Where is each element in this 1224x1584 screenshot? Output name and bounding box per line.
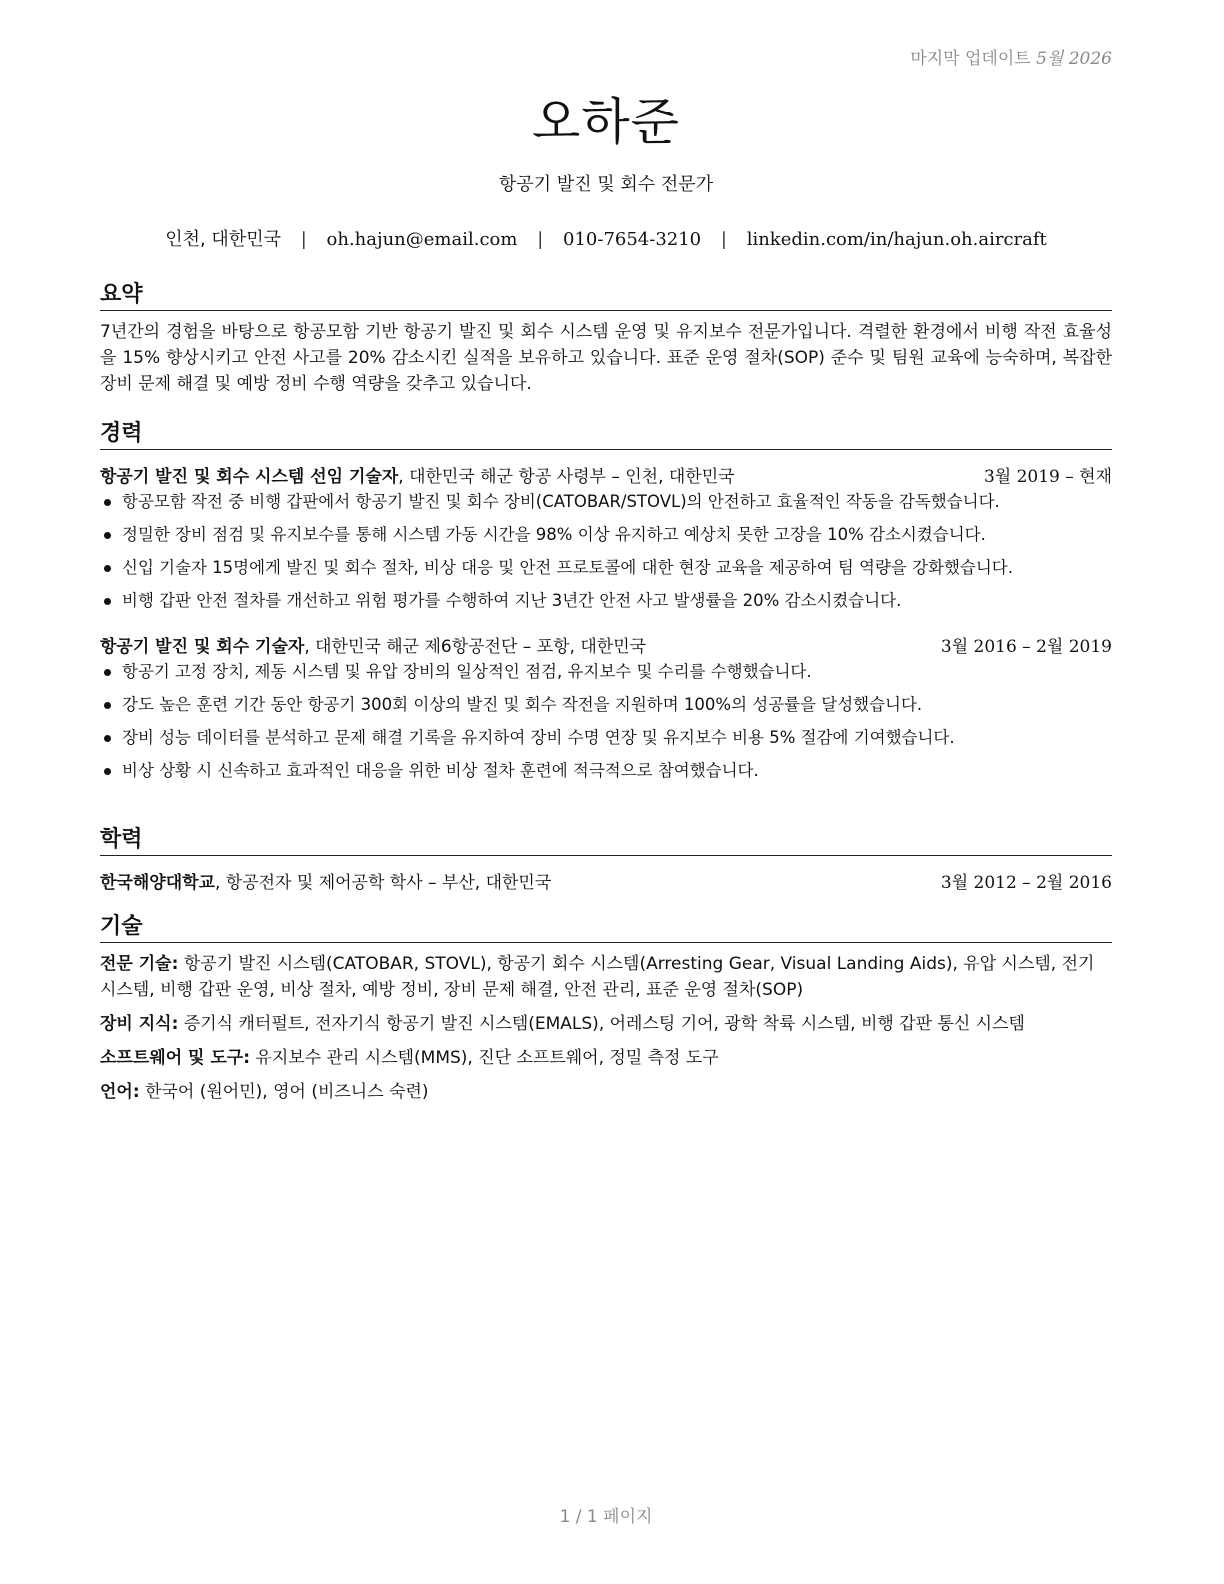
contact-separator: |	[300, 229, 307, 250]
skill-item	[100, 1045, 1112, 1071]
job-bullet: 정밀한 장비 점검 및 유지보수를 통해 시스템 가동 시간을 98% 이상 유지하고 예상치 못한 고장을 10% 감소시켰습니다.	[100, 524, 1112, 546]
summary-title: 요약	[100, 277, 1112, 311]
job-bullet: 항공모함 작전 중 비행 갑판에서 항공기 발진 및 회수 장비(CATOBAR/STOVL)의 안전하고 효율적인 작동을 감독했습니다.	[100, 491, 1112, 513]
job-dates: 3월 2019 – 현재	[983, 467, 1112, 487]
job-dates: 3월 2016 – 2월 2019	[940, 637, 1112, 657]
skill-item	[100, 951, 1112, 1003]
skill-value: 항공기 발진 시스템(CATOBAR, STOVL), 항공기 회수 시스템(Arresting Gear, Visual Landing Aids), 유압 시스템, 전기 시스템, 비행 갑판 운영, 비상 절차, 예방 정비, 장비 문제 해결, 안전 관리, 표준 운영 절차(SOP)	[100, 954, 1095, 1000]
summary-section	[100, 277, 1112, 397]
education-dates: 3월 2012 – 2월 2016	[940, 873, 1112, 893]
skill-value: 유지보수 관리 시스템(MMS), 진단 소프트웨어, 정밀 측정 도구	[255, 1048, 719, 1068]
skill-label: 장비 지식:	[100, 1014, 179, 1034]
job-bullet: 강도 높은 훈련 기간 동안 항공기 300회 이상의 발진 및 회수 작전을 지원하며 100%의 성공률을 달성했습니다.	[100, 694, 1112, 716]
contact-separator: |	[537, 229, 544, 250]
candidate-headline: 항공기 발진 및 회수 전문가	[498, 174, 714, 195]
resume-page	[100, 0, 1112, 1584]
job-header	[100, 632, 1112, 657]
skill-value: 한국어 (원어민), 영어 (비즈니스 숙련)	[145, 1082, 429, 1102]
skill-label: 전문 기술:	[100, 954, 179, 974]
education-school: 한국해양대학교	[100, 873, 215, 893]
job-bullet: 비상 상황 시 신속하고 효과적인 대응을 위한 비상 절차 훈련에 적극적으로 참여했습니다.	[100, 760, 1112, 782]
skill-item	[100, 1011, 1112, 1037]
skill-label: 언어:	[100, 1082, 140, 1102]
contact-linkedin[interactable]: linkedin.com/in/hajun.oh.aircraft	[746, 229, 1047, 250]
job-bullet: 장비 성능 데이터를 분석하고 문제 해결 기록을 유지하여 장비 수명 연장 및 유지보수 비용 5% 절감에 기여했습니다.	[100, 727, 1112, 749]
last-updated-label: 마지막 업데이트	[910, 49, 1031, 69]
summary-text: 7년간의 경험을 바탕으로 항공모함 기반 항공기 발진 및 회수 시스템 운영 및 유지보수 전문가입니다. 격렬한 환경에서 비행 작전 효율성을 15% 향상시키고 안전 사고를 20% 감소시킨 실적을 보유하고 있습니다. 표준 운영 절차(SOP) 준수 및 팀원 교육에 능숙하며, 복잡한 장비 문제 해결 및 예방 정비 수행 역량을 갖추고 있습니다.	[100, 322, 1112, 394]
skill-item	[100, 1079, 1112, 1105]
education-detail: , 항공전자 및 제어공학 학사 – 부산, 대한민국	[214, 873, 552, 893]
last-updated	[910, 44, 1112, 69]
education-line	[100, 868, 551, 893]
job-bullets	[100, 491, 1112, 612]
last-updated-date: 5월 2026	[1036, 49, 1112, 69]
contact-location: 인천, 대한민국	[165, 229, 281, 250]
job-role: 항공기 발진 및 회수 시스템 선임 기술자	[100, 467, 399, 487]
contact-line	[100, 225, 1112, 251]
job-header	[100, 462, 1112, 487]
job-bullet: 항공기 고정 장치, 제동 시스템 및 유압 장비의 일상적인 점검, 유지보수 및 수리를 수행했습니다.	[100, 661, 1112, 683]
education-section	[100, 822, 1112, 893]
skill-label: 소프트웨어 및 도구:	[100, 1048, 251, 1068]
job-bullets	[100, 661, 1112, 782]
skill-value: 증기식 캐터펄트, 전자기식 항공기 발진 시스템(EMALS), 어레스팅 기어, 광학 착륙 시스템, 비행 갑판 통신 시스템	[183, 1014, 1025, 1034]
job-title-line	[100, 632, 646, 657]
experience-title: 경력	[100, 416, 1112, 450]
skills-title: 기술	[100, 909, 1112, 943]
job-bullet: 비행 갑판 안전 절차를 개선하고 위험 평가를 수행하여 지난 3년간 안전 사고 발생률을 20% 감소시켰습니다.	[100, 590, 1112, 612]
education-entry	[100, 868, 1112, 893]
job-title-line	[100, 462, 735, 487]
contact-phone[interactable]: 010-7654-3210	[563, 229, 702, 250]
job-bullet: 신입 기술자 15명에게 발진 및 회수 절차, 비상 대응 및 안전 프로토콜에 대한 현장 교육을 제공하여 팀 역량을 강화했습니다.	[100, 557, 1112, 579]
job-org: , 대한민국 해군 항공 사령부 – 인천, 대한민국	[398, 467, 735, 487]
job-role: 항공기 발진 및 회수 기술자	[100, 637, 305, 657]
candidate-name: 오하준	[532, 93, 680, 151]
contact-separator: |	[720, 229, 727, 250]
contact-email[interactable]: oh.hajun@email.com	[326, 229, 518, 250]
page-number: 1 / 1 페이지	[559, 1507, 653, 1527]
job-org: , 대한민국 해군 제6항공전단 – 포항, 대한민국	[304, 637, 647, 657]
experience-section	[100, 416, 1112, 793]
skills-section	[100, 909, 1112, 1105]
education-title: 학력	[100, 822, 1112, 856]
